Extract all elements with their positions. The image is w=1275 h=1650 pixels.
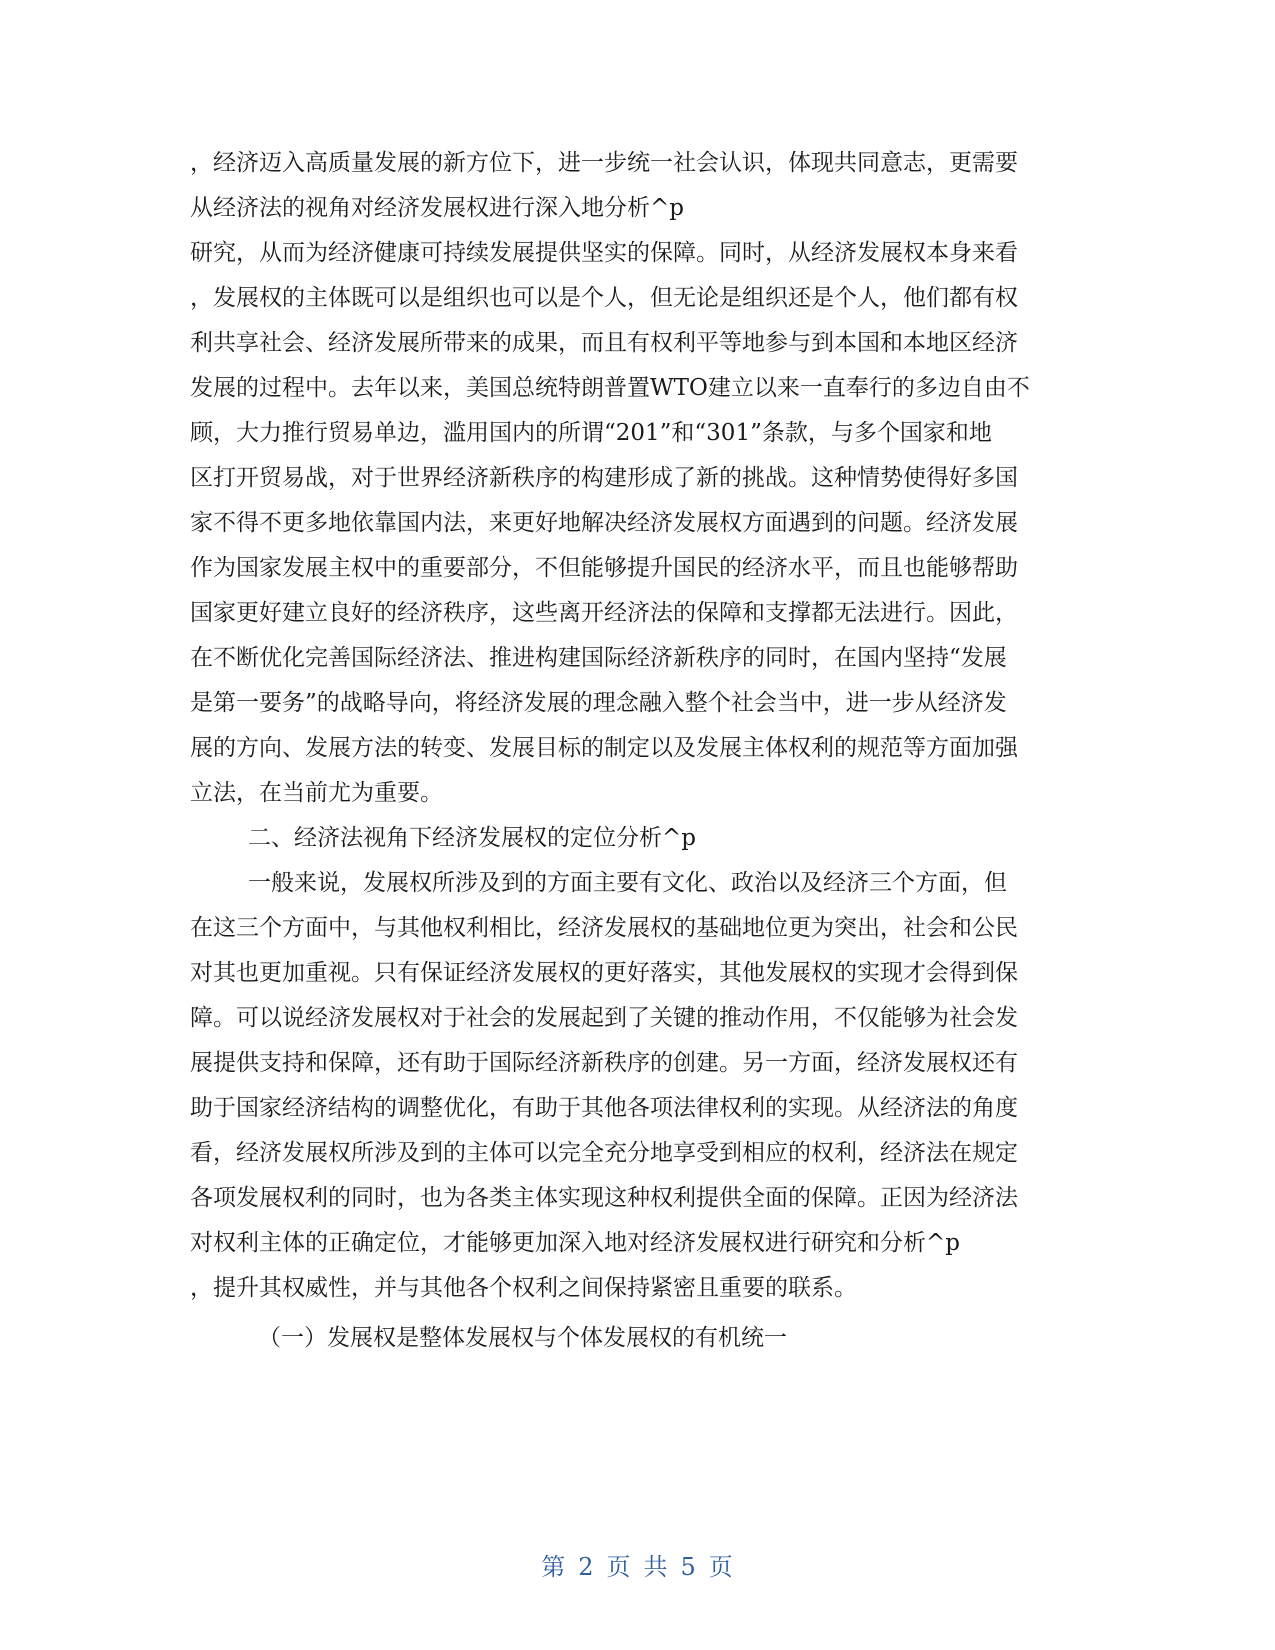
footer-label-ye2: 页 — [708, 1553, 734, 1581]
footer-label-ye: 页 — [606, 1553, 632, 1581]
body-line: 一般来说，发展权所涉及到的方面主要有文化、政治以及经济三个方面，但 — [248, 870, 1007, 896]
body-line: 各项发展权利的同时，也为各类主体实现这种权利提供全面的保障。正因为经济法 — [190, 1185, 1018, 1211]
body-line: 家不得不更多地依靠国内法，来更好地解决经济发展权方面遇到的问题。经济发展 — [190, 510, 1018, 536]
body-line: ，发展权的主体既可以是组织也可以是个人，但无论是组织还是个人，他们都有权 — [190, 285, 1018, 311]
subsection-heading: （一）发展权是整体发展权与个体发展权的有机统一 — [258, 1325, 787, 1351]
footer-current-page: 2 — [578, 1553, 595, 1581]
body-line: 在不断优化完善国际经济法、推进构建国际经济新秩序的同时，在国内坚持“发展 — [190, 645, 1007, 671]
body-line: ，提升其权威性，并与其他各个权利之间保持紧密且重要的联系。 — [190, 1275, 857, 1301]
footer-label-total: 共 — [643, 1553, 669, 1581]
body-line: 利共享社会、经济发展所带来的成果，而且有权利平等地参与到本国和本地区经济 — [190, 330, 1018, 356]
body-line: 立法，在当前尤为重要。 — [190, 780, 443, 806]
body-line: 研究，从而为经济健康可持续发展提供坚实的保障。同时，从经济发展权本身来看 — [190, 240, 1018, 266]
body-line: 展提供支持和保障，还有助于国际经济新秩序的创建。另一方面，经济发展权还有 — [190, 1050, 1018, 1076]
body-line: 助于国家经济结构的调整优化，有助于其他各项法律权利的实现。从经济法的角度 — [190, 1095, 1018, 1121]
body-line: 区打开贸易战，对于世界经济新秩序的构建形成了新的挑战。这种情势使得好多国 — [190, 465, 1018, 491]
body-line: 国家更好建立良好的经济秩序，这些离开经济法的保障和支撑都无法进行。因此， — [190, 600, 1018, 626]
footer-label-page: 第 — [541, 1553, 567, 1581]
footer-total-pages: 5 — [680, 1553, 697, 1581]
page-footer — [0, 1547, 1275, 1582]
body-line: 顾，大力推行贸易单边，滥用国内的所谓“201”和“301”条款，与多个国家和地 — [190, 420, 992, 446]
body-line: ，经济迈入高质量发展的新方位下，进一步统一社会认识，体现共同意志，更需要 — [190, 150, 1018, 176]
body-line: 在这三个方面中，与其他权利相比，经济发展权的基础地位更为突出，社会和公民 — [190, 915, 1018, 941]
body-line: 看，经济发展权所涉及到的主体可以完全充分地享受到相应的权利，经济法在规定 — [190, 1140, 1018, 1166]
section-heading: 二、经济法视角下经济发展权的定位分析^p — [248, 825, 696, 851]
body-line: 障。可以说经济发展权对于社会的发展起到了关键的推动作用，不仅能够为社会发 — [190, 1005, 1018, 1031]
body-line: 是第一要务”的战略导向，将经济发展的理念融入整个社会当中，进一步从经济发 — [190, 690, 1007, 716]
body-line: 对其也更加重视。只有保证经济发展权的更好落实，其他发展权的实现才会得到保 — [190, 960, 1018, 986]
body-line: 作为国家发展主权中的重要部分，不但能够提升国民的经济水平，而且也能够帮助 — [190, 555, 1018, 581]
body-line: 发展的过程中。去年以来，美国总统特朗普置WTO建立以来一直奉行的多边自由不 — [190, 375, 1030, 401]
body-line: 展的方向、发展方法的转变、发展目标的制定以及发展主体权利的规范等方面加强 — [190, 735, 1018, 761]
body-line: 对权利主体的正确定位，才能够更加深入地对经济发展权进行研究和分析^p — [190, 1230, 960, 1256]
body-line: 从经济法的视角对经济发展权进行深入地分析^p — [190, 195, 684, 221]
